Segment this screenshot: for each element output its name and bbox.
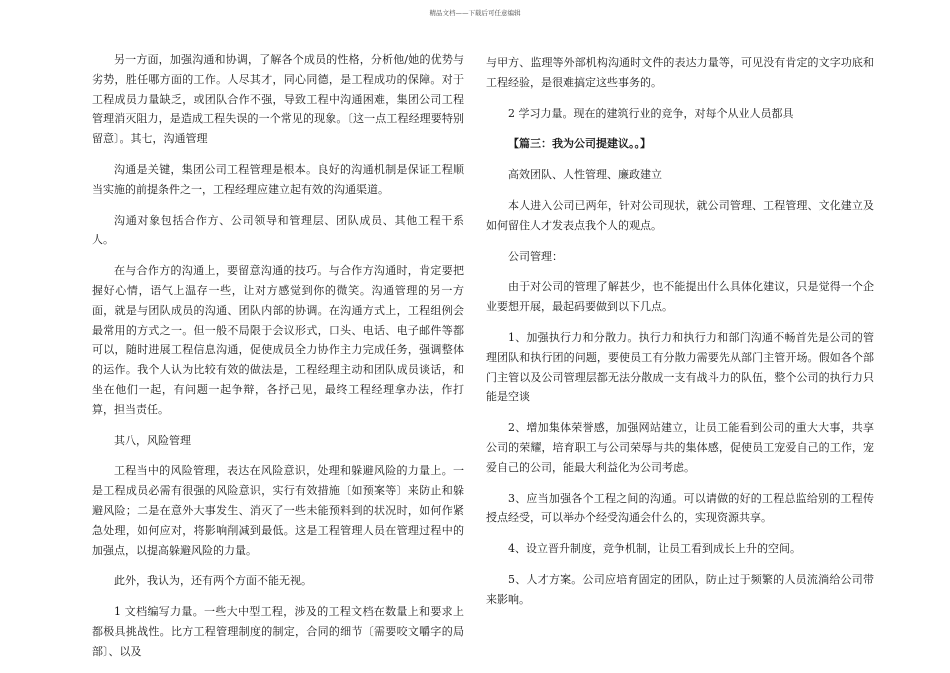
paragraph: 沟通是关键，集团公司工程管理是根本。良好的沟通机制是保证工程顺当实施的前提条件之一，工程经理应建立起有效的沟通渠道。 [92, 162, 464, 196]
paragraph: 沟通对象包括合作方、公司领导和管理层、团队成员、其他工程干系人。 [92, 213, 464, 247]
paragraph: 工程当中的风险管理，表达在风险意识，处理和躲避风险的力量上。一是工程成员必需有很强的风险意识，实行有效措施〔如预案等〕来防止和躲避风险；二是在意外大事发生、消灭了一些未能预料到的状况时，如何作紧急处理，如何应对，将影响削减到最低。这是工程管理人员在管理过程中的加强点，以提高躲避风险的力量。 [92, 464, 464, 557]
paragraph: 3、应当加强各个工程之间的沟通。可以请做的好的工程总监给别的工程传授点经受，可以举办个经受沟通会什么的，实现资源共享。 [486, 491, 874, 525]
paragraph: 本人进入公司已两年，针对公司现状，就公司管理、工程管理、文化建立及如何留住人才发表点我个人的观点。 [486, 198, 874, 232]
paragraph: 公司管理： [508, 249, 563, 263]
left-column [92, 50, 464, 673]
page-header: 精品文档——下载后可任意编辑 [429, 9, 521, 17]
paragraph: 与甲方、监理等外部机构沟通时文件的表达力量等，可见没有肯定的文字功底和工程经验，是很难搞定这些事务的。 [486, 56, 874, 89]
paragraph: 2 学习力量。现在的建筑行业的竞争，对每个从业人员都具 [508, 106, 794, 120]
paragraph: 此外，我认为，还有两个方面不能无视。 [114, 574, 312, 588]
paragraph: 另一方面，加强沟通和协调，了解各个成员的性格，分析他/她的优势与劣势，胜任哪方面的工作。人尽其才，同心同德，是工程成功的保障。对于工程成员力量缺乏，或团队合作不强，导致工程中沟通困难，集团公司工程管理消灭阻力，是造成工程失误的一个常见的现象。〔这一点工程经理要特别留意〕。其七，沟通管理 [92, 53, 464, 146]
paragraph: 4、设立晋升制度，竞争机制，让员工看到成长上升的空间。 [508, 542, 801, 556]
paragraph: 由于对公司的管理了解甚少，也不能提出什么具体化建议，只是觉得一个企业要想开展，最起码要做到以下几点。 [486, 280, 874, 314]
paragraph: 1 文档编写力量。一些大中型工程，涉及的工程文档在数量上和要求上都极具挑战性。比方工程管理制度的制定，合同的细节〔需要咬文嚼字的局部〕、以及 [92, 605, 464, 658]
paragraph: 5、人才方案。公司应培育固定的团队，防止过于频繁的人员流淌给公司带来影响。 [486, 572, 874, 606]
paragraph: 1、加强执行力和分散力。执行力和执行力和部门沟通不畅首先是公司的管理团队和执行团的问题，要使员工有分散力需要先从部门主管开场。假如各个部门主管以及公司管理层都无法分散成一支有战斗力的队伍，整个公司的执行力只能是空谈 [486, 330, 874, 404]
paragraph: 高效团队、人性管理、廉政建立 [508, 168, 662, 182]
paragraph: 2、增加集体荣誉感，加强网站建立，让员工能看到公司的重大大事，共享公司的荣耀，培育职工与公司荣辱与共的集体感，促使员工宠爱自己的工作，宠爱自己的公司，能最大利益化为公司考虑。 [486, 421, 874, 474]
paragraph: 在与合作方的沟通上，要留意沟通的技巧。与合作方沟通时，肯定要把握好心情，语气上温存一些，让对方感觉到你的微笑。沟通管理的另一方面，就是与团队成员的沟通、团队内部的协调。在沟通方式上，工程组例会最常用的方式之一。但一般不局限于会议形式，口头、电话、电子邮件等都可以，随时进展工程信息沟通，促使成员全力协作主力完成任务，强调整体的运作。我个人认为比较有效的做法是，工程经理主动和团队成员谈话，和坐在他们一起，有问题一起争辩，各抒己见，最终工程经理拿办法，作打算，担当责任。 [92, 264, 464, 416]
right-column [486, 53, 874, 621]
paragraph: 其八，风险管理 [114, 433, 191, 447]
paragraph: 【篇三：我为公司提建议。。】 [508, 137, 651, 151]
